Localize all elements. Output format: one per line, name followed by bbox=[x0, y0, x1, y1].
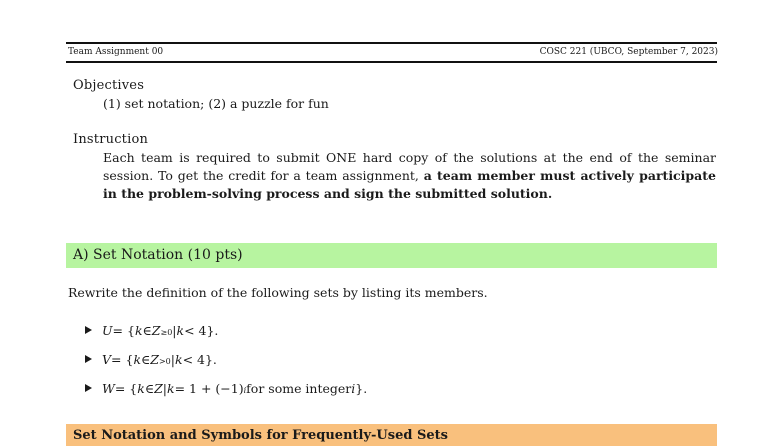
header-rule-bottom bbox=[66, 61, 717, 63]
set-w-after: for some integer bbox=[246, 381, 352, 396]
header-course-right: COSC 221 (UBCO, September 7, 2023) bbox=[539, 47, 718, 57]
set-v-bar: | bbox=[170, 352, 175, 367]
header-rule-top bbox=[66, 42, 717, 44]
set-v-var: V bbox=[102, 352, 112, 367]
set-w-var: W bbox=[102, 381, 115, 396]
set-u-sup: ≥0 bbox=[160, 328, 173, 337]
set-u-tail: < 4}. bbox=[184, 323, 219, 338]
instruction-text-plain: Each team is required to submit ONE hard copy of the solutions at the end of the seminar session. To get the credit for a team assignment, bbox=[103, 150, 716, 183]
set-u-in: ∈ bbox=[142, 323, 152, 338]
objectives-heading: Objectives bbox=[73, 78, 145, 93]
header-course-left: Team Assignment 00 bbox=[68, 47, 164, 57]
section-a-title: A) Set Notation (10 pts) bbox=[73, 247, 243, 263]
objectives-text: (1) set notation; (2) a puzzle for fun bbox=[103, 96, 329, 111]
section-b-title: Set Notation and Symbols for Frequently-Used Sets bbox=[73, 428, 448, 443]
set-w-z: Z bbox=[154, 381, 163, 396]
list-item-u bbox=[85, 323, 218, 338]
triangle-bullet-icon bbox=[85, 355, 92, 363]
set-u-var: U bbox=[102, 323, 113, 338]
list-item-w bbox=[85, 381, 367, 396]
set-v-sup: >0 bbox=[158, 357, 171, 366]
set-u-k: k bbox=[134, 323, 143, 338]
triangle-bullet-icon bbox=[85, 384, 92, 392]
section-b-bar bbox=[66, 424, 717, 446]
set-w-i: i bbox=[351, 381, 356, 396]
set-u-bar: | bbox=[172, 323, 177, 338]
set-w-exp: i bbox=[243, 386, 247, 395]
set-u-z: Z bbox=[151, 323, 161, 338]
set-w-end: }. bbox=[355, 381, 368, 396]
set-v-k: k bbox=[133, 352, 142, 367]
set-v-open: = { bbox=[111, 352, 134, 367]
set-w-k2: k bbox=[167, 381, 175, 396]
instruction-text-bold: a team member must actively participate in the problem-solving process and sign the submitted solution. bbox=[103, 168, 716, 201]
instruction-heading: Instruction bbox=[73, 132, 149, 147]
section-a-intro: Rewrite the definition of the following sets by listing its members. bbox=[68, 285, 488, 300]
set-v-k2: k bbox=[174, 352, 183, 367]
section-a-bar bbox=[66, 243, 717, 268]
set-w-tail: = 1 + (−1) bbox=[174, 381, 244, 396]
set-v-tail: < 4}. bbox=[182, 352, 217, 367]
set-w-bar: | bbox=[162, 381, 168, 396]
triangle-bullet-icon bbox=[85, 326, 92, 334]
instruction-paragraph bbox=[103, 149, 716, 203]
list-item-v bbox=[85, 352, 217, 367]
set-u-k2: k bbox=[176, 323, 185, 338]
set-w-k: k bbox=[137, 381, 145, 396]
set-u-open: = { bbox=[112, 323, 135, 338]
set-v-in: ∈ bbox=[141, 352, 151, 367]
set-v-z: Z bbox=[150, 352, 159, 367]
set-w-in: ∈ bbox=[144, 381, 155, 396]
set-w-open: = { bbox=[114, 381, 138, 396]
